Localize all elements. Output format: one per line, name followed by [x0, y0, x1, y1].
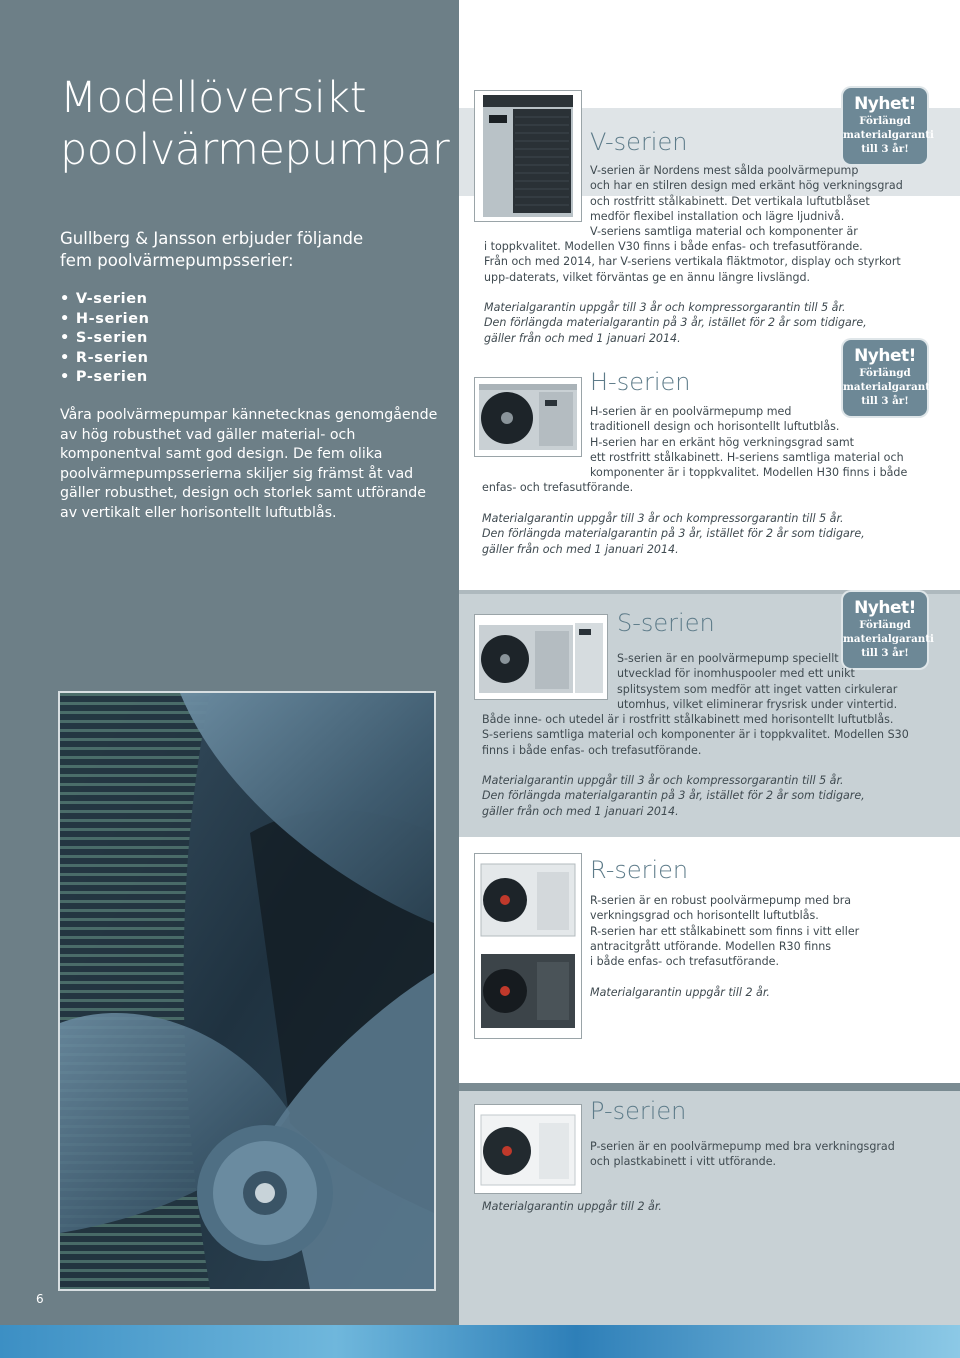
- desc-line: P-serien är en poolvärmepump med bra verkningsgrad: [590, 1140, 895, 1153]
- warranty-line: gäller från och med 1 januari 2014.: [484, 331, 681, 345]
- desc-line: R-serien är en robust poolvärmepump med bra: [590, 894, 852, 907]
- desc-line: utomhus, vilket eliminerar frysrisk under vintertid.: [617, 697, 898, 711]
- s-serien-description-cont: [482, 712, 952, 758]
- heat-pump-vertical-icon: [475, 91, 581, 221]
- desc-line: komponenter är i toppkvalitet. Modellen H30 finns i både: [590, 466, 908, 480]
- desc-line: utvecklad för inomhuspooler med ett unikt: [617, 667, 855, 681]
- series-list: [60, 290, 150, 388]
- r-serien-product-image: [474, 853, 582, 1039]
- badge-text: till 3 år!: [861, 395, 909, 407]
- p-serien-product-image: [474, 1104, 582, 1194]
- desc-line: enfas- och trefasutförande.: [482, 481, 634, 494]
- badge-text: Förlängd: [859, 619, 911, 631]
- badge-text: Förlängd: [859, 115, 911, 127]
- p-serien-warranty: [482, 1199, 882, 1214]
- desc-line: V-serien är Nordens mest sålda poolvärmepump: [590, 164, 859, 177]
- h-serien-warranty: [482, 511, 952, 557]
- page-title: [60, 72, 450, 176]
- p-serien-top-band: [459, 1083, 960, 1091]
- badge-text: materialgaranti: [843, 129, 934, 141]
- desc-line: S-seriens samtliga material och komponenter är i toppkvalitet. Modellen S30: [482, 728, 909, 742]
- warranty-line: Materialgarantin uppgår till 2 år.: [482, 1200, 662, 1213]
- s-serien-description: [617, 651, 947, 712]
- desc-line: ett rostfritt stålkabinett. H-seriens samtliga material och: [590, 450, 904, 464]
- page-title-line: poolvärmepumpar: [60, 125, 450, 175]
- desc-line: Både inne- och utedel är i rostfritt stålkabinett med horisontellt luftutblås.: [482, 713, 894, 726]
- s-serien-product-image: [474, 614, 608, 700]
- h-serien-description: [590, 404, 950, 480]
- h-serien-title: H-serien: [590, 368, 691, 396]
- description-line: poolvärmepumpsserierna skiljer sig främst åt vad: [60, 465, 414, 482]
- warranty-line: Materialgarantin uppgår till 2 år.: [590, 986, 770, 999]
- warranty-line: Den förlängda materialgarantin på 3 år, istället för 2 år som tidigare,: [484, 316, 867, 330]
- r-serien-description: [590, 893, 950, 969]
- description-line: av hög robusthet vad gäller material- och: [60, 426, 356, 443]
- desc-line: H-serien är en poolvärmepump med: [590, 405, 792, 418]
- p-serien-title: P-serien: [590, 1097, 687, 1125]
- desc-line: splitsystem som medför att inget vatten cirkulerar: [617, 682, 898, 696]
- desc-line: traditionell design och horisontellt luftutblås.: [590, 420, 840, 434]
- warranty-line: Den förlängda materialgarantin på 3 år, istället för 2 år som tidigare,: [482, 527, 865, 541]
- page-number: 6: [36, 1292, 44, 1306]
- series-list-item: • S-serien: [60, 329, 150, 349]
- bottom-water-strip: [0, 1325, 960, 1358]
- desc-line: R-serien har ett stålkabinett som finns i vitt eller: [590, 924, 860, 938]
- intro-line: Gullberg & Jansson erbjuder följande: [60, 229, 364, 248]
- desc-line: finns i både enfas- och trefasutförande.: [482, 743, 702, 757]
- desc-line: i toppkvalitet. Modellen V30 finns i både enfas- och trefasutförande.: [484, 240, 863, 253]
- series-list-item: • R-serien: [60, 349, 150, 369]
- desc-line: upp-daterats, vilket förväntas ge en ännu längre livslängd.: [484, 270, 811, 284]
- intro-text: [60, 228, 440, 272]
- badge-text: till 3 år!: [861, 143, 909, 155]
- desc-line: verkningsgrad och horisontellt luftutblås.: [590, 909, 819, 923]
- v-serien-description-cont: [484, 239, 954, 285]
- s-serien-warranty: [482, 773, 952, 819]
- warranty-line: Materialgarantin uppgår till 3 år och kompressorgarantin till 5 år.: [484, 301, 846, 314]
- heat-pump-horizontal-icon: [475, 378, 581, 456]
- split-heat-pump-icon: [475, 615, 607, 699]
- p-serien-description: [590, 1139, 950, 1170]
- desc-line: Från och med 2014, har V-seriens vertikala fläktmotor, display och styrkort: [484, 255, 901, 269]
- badge-text: Förlängd: [859, 367, 911, 379]
- r-serien-title: R-serien: [590, 856, 689, 884]
- heat-pump-white-and-grey-icon: [475, 854, 581, 1038]
- badge-text: till 3 år!: [861, 647, 909, 659]
- h-serien-product-image: [474, 377, 582, 457]
- series-list-item: • V-serien: [60, 290, 150, 310]
- desc-line: och plastkabinett i vitt utförande.: [590, 1155, 777, 1169]
- desc-line: H-serien har en erkänt hög verkningsgrad samt: [590, 435, 855, 449]
- desc-line: S-serien är en poolvärmepump speciellt: [617, 652, 839, 665]
- warranty-line: Den förlängda materialgarantin på 3 år, istället för 2 år som tidigare,: [482, 789, 865, 803]
- desc-line: och har en stilren design med erkänt hög verkningsgrad: [590, 179, 903, 193]
- heat-pump-plastic-icon: [475, 1105, 581, 1193]
- description-line: komponentval samt god design. De fem olika: [60, 446, 383, 463]
- v-serien-new-badge: [843, 88, 934, 164]
- warranty-line: gäller från och med 1 januari 2014.: [482, 804, 679, 818]
- page-title-line: Modellöversikt: [60, 73, 367, 123]
- warranty-line: Materialgarantin uppgår till 3 år och kompressorgarantin till 5 år.: [482, 774, 844, 787]
- badge-title: Nyhet!: [854, 94, 916, 114]
- h-serien-description-cont: [482, 480, 782, 495]
- v-serien-product-image: [474, 90, 582, 222]
- warranty-line: Materialgarantin uppgår till 3 år och kompressorgarantin till 5 år.: [482, 512, 844, 525]
- description-line: gäller robusthet, design och storlek samt utförande: [60, 485, 426, 502]
- desc-line: antracitgrått utförande. Modellen R30 finns: [590, 939, 832, 953]
- description-line: Våra poolvärmepumpar kännetecknas genomgående: [60, 407, 438, 423]
- fan-photo-illustration: [60, 693, 434, 1289]
- series-list-item: • P-serien: [60, 368, 150, 388]
- overview-description: [60, 406, 445, 524]
- v-serien-title: V-serien: [590, 128, 688, 156]
- intro-line: fem poolvärmepumpsserier:: [60, 251, 294, 270]
- v-serien-warranty: [484, 300, 954, 346]
- series-list-item: • H-serien: [60, 310, 150, 330]
- desc-line: och rostfritt stålkabinett. Det vertikala luftutblåset: [590, 194, 870, 208]
- description-line: av vertikalt eller horisontellt luftutblås.: [60, 504, 337, 521]
- s-serien-title: S-serien: [617, 609, 715, 637]
- desc-line: V-seriens samtliga material och komponenter är: [590, 225, 858, 239]
- desc-line: i både enfas- och trefasutförande.: [590, 955, 779, 969]
- v-serien-description: [590, 163, 950, 239]
- badge-text: materialgaranti: [843, 381, 934, 393]
- r-serien-warranty: [590, 985, 950, 1000]
- warranty-line: gäller från och med 1 januari 2014.: [482, 542, 679, 556]
- badge-text: materialgaranti: [843, 633, 934, 645]
- fan-closeup-photo: [58, 691, 436, 1291]
- desc-line: medför flexibel installation och lägre ljudnivå.: [590, 209, 845, 223]
- badge-title: Nyhet!: [854, 598, 916, 618]
- badge-title: Nyhet!: [854, 346, 916, 366]
